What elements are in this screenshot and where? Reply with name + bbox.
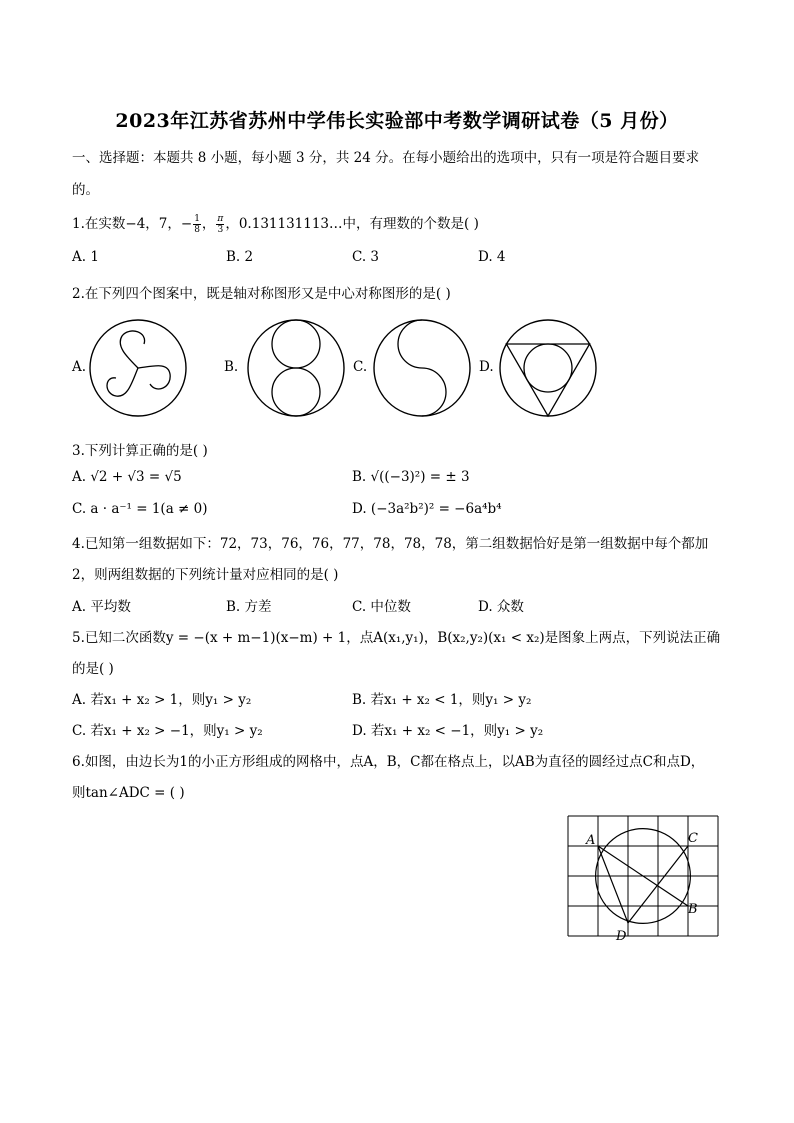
q2-figure-b[interactable] — [244, 316, 348, 420]
question-5-line2: 的是( ) — [72, 661, 114, 677]
q2-label-d[interactable]: D. — [479, 359, 494, 375]
q3-option-c[interactable]: C. a · a⁻¹ = 1(a ≠ 0) — [72, 501, 208, 517]
q5-option-d[interactable]: D. 若x₁ + x₂ < −1，则y₁ > y₂ — [352, 723, 544, 739]
q1-option-d[interactable]: D. 4 — [478, 249, 506, 265]
question-4-line1: 4.已知第一组数据如下：72，73，76，76，77，78，78，78，第二组数据恰好是第一组数据中每个都加 — [72, 536, 709, 552]
q4-option-a[interactable]: A. 平均数 — [72, 599, 131, 615]
section-heading-line1: 一、选择题：本题共 8 小题，每小题 3 分，共 24 分。在每小题给出的选项中，只有一项是符合题目要求 — [72, 150, 700, 166]
question-6-line1: 6.如图，由边长为1的小正方形组成的网格中，点A，B，C都在格点上，以AB为直径的圆经过点C和点D， — [72, 754, 705, 770]
q1-frac1-den: 8 — [194, 225, 200, 235]
question-4-line2: 2，则两组数据的下列统计量对应相同的是( ) — [72, 567, 339, 583]
q1-option-b[interactable]: B. 2 — [226, 249, 254, 265]
q2-figure-a[interactable] — [86, 316, 190, 420]
q2-label-a[interactable]: A. — [72, 359, 87, 375]
q6-point-c: C — [688, 831, 698, 846]
question-1-stem — [72, 212, 479, 235]
q1-option-a[interactable]: A. 1 — [72, 249, 99, 265]
q3-option-a[interactable]: A. √2 + √3 = √5 — [72, 469, 182, 485]
q1-frac2-den: 3 — [217, 225, 224, 235]
q6-point-d: D — [616, 929, 627, 944]
q4-option-d[interactable]: D. 众数 — [478, 599, 524, 615]
q2-figure-d[interactable] — [496, 316, 600, 420]
q4-option-c[interactable]: C. 中位数 — [352, 599, 411, 615]
q5-option-b[interactable]: B. 若x₁ + x₂ < 1，则y₁ > y₂ — [352, 692, 532, 708]
q1-sep: ， — [201, 216, 216, 232]
q1-suffix: ，0.131131113…中，有理数的个数是( ) — [225, 216, 479, 232]
q2-label-c[interactable]: C. — [353, 359, 368, 375]
q6-grid-figure — [560, 810, 726, 946]
q2-figure-c[interactable] — [370, 316, 474, 420]
q4-option-b[interactable]: B. 方差 — [226, 599, 272, 615]
q6-point-b: B — [688, 902, 698, 917]
question-5-line1: 5.已知二次函数y = −(x + m−1)(x−m) + 1，点A(x₁,y₁)，B(x₂,y₂)(x₁ < x₂)是图象上两点，下列说法正确 — [72, 630, 721, 646]
page-title: 2023年江苏省苏州中学伟长实验部中考数学调研试卷（5 月份） — [115, 110, 679, 132]
q5-option-a[interactable]: A. 若x₁ + x₂ > 1，则y₁ > y₂ — [72, 692, 252, 708]
q2-label-b[interactable]: B. — [224, 359, 239, 375]
question-6-line2: 则tan∠ADC = ( ) — [72, 785, 185, 801]
q1-fraction-1 — [193, 214, 201, 235]
q1-option-c[interactable]: C. 3 — [352, 249, 380, 265]
question-3-stem: 3.下列计算正确的是( ) — [72, 443, 208, 459]
q1-frac2-num: π — [217, 214, 224, 224]
question-2-stem: 2.在下列四个图案中，既是轴对称图形又是中心对称图形的是( ) — [72, 286, 451, 302]
q3-option-d[interactable]: D. (−3a²b²)² = −6a⁴b⁴ — [352, 501, 502, 517]
q1-fraction-2 — [216, 214, 224, 235]
q5-option-c[interactable]: C. 若x₁ + x₂ > −1，则y₁ > y₂ — [72, 723, 263, 739]
q3-option-b[interactable]: B. √((−3)²) = ± 3 — [352, 469, 470, 485]
q1-frac1-num: 1 — [194, 214, 200, 224]
q1-prefix: 1.在实数−4，7，− — [72, 216, 193, 232]
section-heading-line2: 的。 — [72, 182, 99, 198]
q6-point-a: A — [586, 833, 596, 848]
